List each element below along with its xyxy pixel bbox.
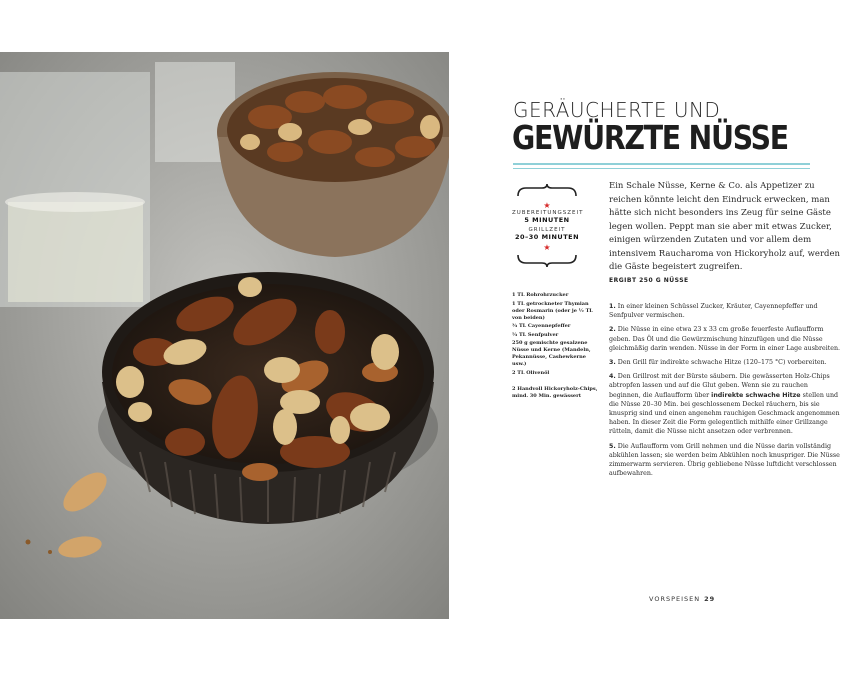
food-photo: [0, 52, 449, 619]
ingredient-item: ¼ TL Senfpulver: [512, 331, 559, 338]
step-5: [609, 442, 841, 479]
grill-time-label: GRILLZEIT: [528, 227, 566, 233]
ingredient-item: ¾ TL Cayennepfeffer: [512, 323, 571, 329]
bracket-icon: [512, 184, 582, 200]
step-number: 4.: [609, 373, 616, 381]
step-text: Die Auflaufform vom Grill nehmen und die Nüsse darin vollständig abkühlen lassen; sie werden beim Abkühlen noch knuspriger. Die Nüsse zimmerwarm servieren. Übrig gebliebene Nüsse luftdicht verschlossen aufbewahren.: [609, 442, 840, 478]
ingredient-gap: [512, 378, 600, 386]
star-icon: ★: [543, 201, 551, 210]
step-text: stellen und die Nüsse 20–30 Min. bei geschlossenem Deckel räuchern, bis sie knusprig sind und einen angenehm rauchigen Geschmack angenommen haben. In dieser Zeit die Form gelegentlich mithilfe einer Grillzange rütteln, damit die Nüsse nicht ansetzen oder verbrennen.: [609, 391, 840, 436]
recipe-title-line1: GERÄUCHERTE UND: [513, 98, 721, 122]
step-text: Die Nüsse in eine etwa 23 x 33 cm große feuerfeste Auflaufform geben. Das Öl und die Gewürzmischung hinzufügen und die Nüsse gleichmäßig darin wenden. Nüsse in der Form in einer Lage ausbreiten.: [609, 326, 841, 352]
ingredient-item: 2 TL Olivenöl: [512, 369, 550, 376]
step-text: Den Grill für indirekte schwache Hitze (120–175 °C) vorbereiten.: [617, 359, 827, 367]
step-3: [609, 358, 841, 367]
ingredient-item: 1 TL getrockneter Thymian oder Rosmarin (oder je ½ TL von beiden): [512, 300, 593, 321]
grill-time-value: 20–30 MINUTEN: [514, 233, 580, 241]
instruction-list: [609, 302, 841, 483]
title-rule: [513, 163, 810, 165]
bracket-icon: [512, 251, 582, 267]
step-text: Den Grillrost mit der Bürste säubern. Die gewässerten Holz-Chips abtropfen lassen und auf die Glut geben. Wenn sie zu rauchen beginnen, die Auflaufform über: [609, 373, 830, 399]
ingredient-item-extra: 2 Handvoll Hickoryholz-Chips, mind. 30 Min. gewässert: [512, 386, 598, 399]
yield-heading: ERGIBT 250 G NÜSSE: [609, 277, 689, 284]
page-number: 29: [704, 595, 716, 603]
recipe-title-line2: GEWÜRZTE NÜSSE: [512, 118, 788, 157]
step-number: 2.: [609, 326, 616, 334]
recipe-page: [449, 52, 842, 619]
time-box: [512, 184, 582, 271]
step-number: 3.: [609, 359, 616, 367]
step-number: 5.: [609, 442, 616, 450]
nuts-bowls-illustration: [0, 52, 449, 619]
step-text: In einer kleinen Schüssel Zucker, Kräuter, Cayennepfeffer und Senfpulver vermischen.: [609, 303, 818, 320]
page-footer: [649, 595, 715, 603]
step-number: 1.: [609, 303, 616, 310]
step-4: [609, 372, 841, 436]
step-emphasis: indirekte schwache Hitze: [711, 391, 801, 399]
ingredient-item: 250 g gemischte gesalzene Nüsse und Kerne (Mandeln, Pekannüsse, Cashewkerne usw.): [512, 340, 591, 367]
front-bowl: [98, 272, 438, 524]
step-1: [609, 302, 841, 320]
section-name: VORSPEISEN: [649, 595, 701, 603]
ingredient-item: 1 TL Rohrohrzucker: [512, 292, 569, 298]
prep-time-label: ZUBEREITUNGSZEIT: [512, 210, 584, 216]
intro-text: Ein Schale Nüsse, Kerne & Co. als Appetizer zu reichen könnte leicht den Eindruck erwecken, man hätte sich nicht besonders ins Zeug für seine Gäste legen wollen. Peppt man sie aber mit etwas Zucker, einigen würzenden Zutaten und vor allem dem intensivem Raucharoma von Hickoryholz auf, werden die Gäste begeistert zugreifen.: [609, 181, 840, 272]
ingredient-list: [512, 292, 600, 402]
star-icon: ★: [543, 243, 551, 252]
prep-time-value: 5 MINUTEN: [524, 216, 570, 224]
title-rule-thin: [513, 168, 810, 169]
step-2: [609, 325, 841, 353]
